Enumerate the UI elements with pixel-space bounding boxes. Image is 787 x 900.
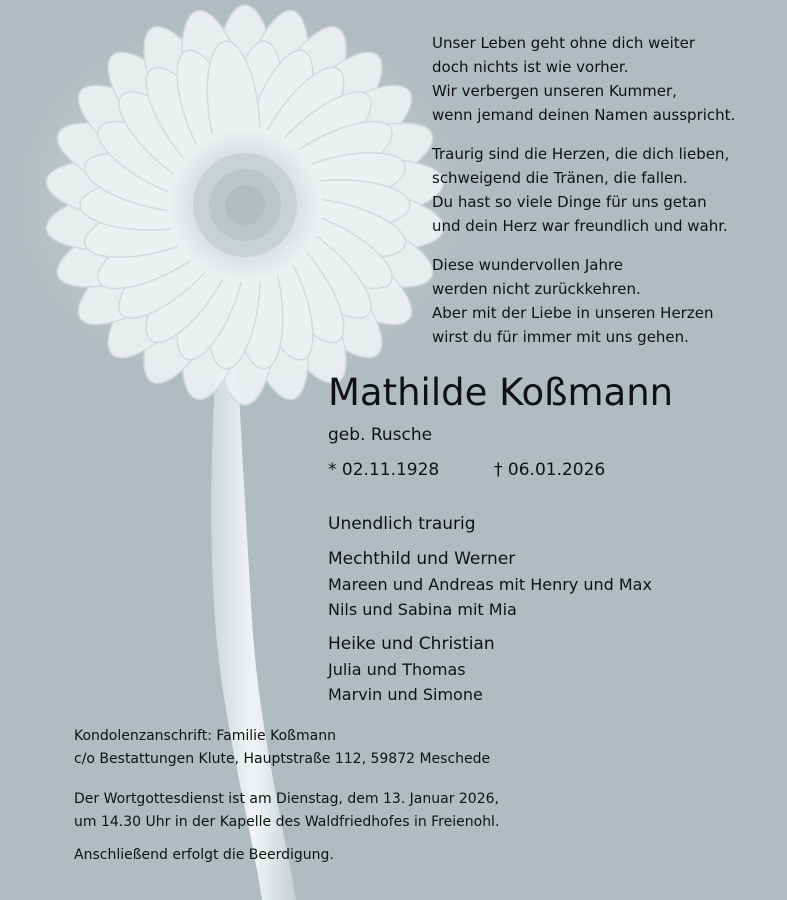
mourner-line: Marvin und Simone <box>328 685 483 704</box>
death-date: † 06.01.2026 <box>494 460 606 480</box>
poem-line: wenn jemand deinen Namen ausspricht. <box>432 106 736 124</box>
deceased-name: Mathilde Koßmann <box>328 371 674 414</box>
poem-line: Diese wundervollen Jahre <box>432 256 624 274</box>
maiden-name: geb. Rusche <box>328 425 433 445</box>
poem-line: Du hast so viele Dinge für uns getan <box>432 193 707 211</box>
service-line: um 14.30 Uhr in der Kapelle des Waldfriedhofes in Freienohl. <box>74 814 500 830</box>
poem-line: Unser Leben geht ohne dich weiter <box>432 34 696 52</box>
poem-line: doch nichts ist wie vorher. <box>432 58 629 76</box>
service-line: Anschließend erfolgt die Beerdigung. <box>74 847 334 863</box>
condolence-address <box>74 725 490 771</box>
mourner-group-head: Mechthild und Werner <box>328 549 516 569</box>
poem-stanza-2 <box>432 142 777 238</box>
service-line: Der Wortgottesdienst ist am Dienstag, dem 13. Januar 2026, <box>74 791 499 807</box>
poem-stanza-1 <box>432 31 777 127</box>
mourner-group <box>328 546 652 622</box>
poem-line: schweigend die Tränen, die fallen. <box>432 169 688 187</box>
poem-line: wirst du für immer mit uns gehen. <box>432 328 689 346</box>
mourner-line: Nils und Sabina mit Mia <box>328 600 517 619</box>
service-details <box>74 788 499 867</box>
poem-line: werden nicht zurückkehren. <box>432 280 641 298</box>
poem-line: Aber mit der Liebe in unseren Herzen <box>432 304 714 322</box>
condolence-line: c/o Bestattungen Klute, Hauptstraße 112, 59872 Meschede <box>74 751 491 767</box>
mourner-group-head: Heike und Christian <box>328 634 495 654</box>
mourner-line: Julia und Thomas <box>328 660 466 679</box>
poem-line: Traurig sind die Herzen, die dich lieben, <box>432 145 730 163</box>
poem-line: und dein Herz war freundlich und wahr. <box>432 217 728 235</box>
birth-date: * 02.11.1928 <box>328 460 440 480</box>
poem-line: Wir verbergen unseren Kummer, <box>432 82 677 100</box>
mourning-intro: Unendlich traurig <box>328 514 476 534</box>
condolence-line: Kondolenzanschrift: Familie Koßmann <box>74 728 336 744</box>
poem-stanza-3 <box>432 253 777 349</box>
mourner-group <box>328 631 495 707</box>
mourner-line: Mareen und Andreas mit Henry und Max <box>328 575 652 594</box>
